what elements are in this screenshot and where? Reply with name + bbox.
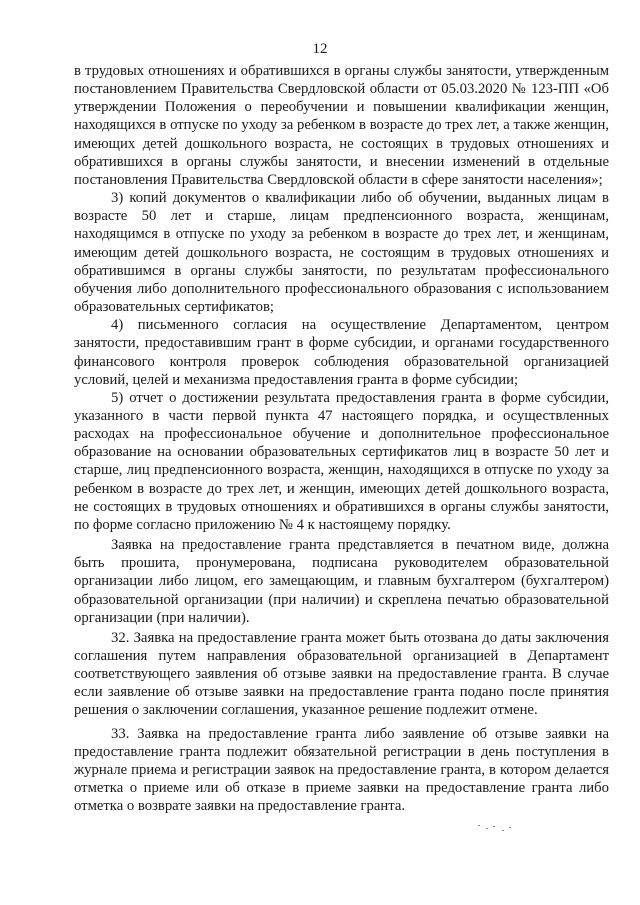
paragraph-item-5: 5) отчет о достижении результата предоставления гранта в форме субсидии, указанного в части первой пункта 47 настоящего порядка, и осуществленных расходах на профессиональное обучение и дополнительное профессиональное образование на основании образовательных сертификатов лиц в возрасте 50 лет и старше, лиц предпенсионного возраста, женщин, находящихся в отпуске по уходу за ребенком в возрасте до трех лет, и женщин, имеющих детей дошкольного возраста, не состоящих в трудовых отношениях и обратившихся в органы службы занятости, по форме согласно приложению № 4 к настоящему порядку. xyxy=(74,389,609,533)
paragraph-application-format: Заявка на предоставление гранта представляется в печатном виде, должна быть прошита, пронумерована, подписана руководителем образовательной организации либо лицом, его замещающим, и главным бухгалтером (бухгалтером) образовательной организации (при наличии) и скреплена печатью образовательной организации (при наличии). xyxy=(74,537,609,626)
page-number: 12 xyxy=(312,41,328,57)
paragraph-clause-32: 32. Заявка на предоставление гранта может быть отозвана до даты заключения соглашения путем направления образовательной организацией в Департамент соответствующего заявления об отзыве заявки на предоставление гранта. В случае если заявление об отзыве заявки на предоставление гранта подано после принятия решения о заключении соглашения, указанное решение подлежит отмене. xyxy=(74,629,609,719)
paragraph-continuation: в трудовых отношениях и обратившихся в органы службы занятости, утвержденным постановлением Правительства Свердловской области от 05.03.2020 № 123-ПП «Об утверждении Положения о переобучении и повышении квалификации женщин, находящихся в отпуске по уходу за ребенком в возрасте до трех лет, а также женщин, имеющих детей дошкольного возраста, не состоящих в трудовых отношениях и обратившихся в органы службы занятости, и внесении изменений в отдельные постановления Правительства Свердловской области в сфере занятости населения»; xyxy=(74,63,609,188)
document-body xyxy=(74,62,609,815)
paragraph-item-3: 3) копий документов о квалификации либо об обучении, выданных лицам в возрасте 50 лет и старше, лицам предпенсионного возраста, женщинам, находящимся в отпуске по уходу за ребенком в возрасте до трех лет, и женщинам, имеющим детей дошкольного возраста, не состоящим в трудовых отношениях и обратившимся в органы службы занятости, по результатам профессионального обучения либо дополнительного профессионального образования с использованием образовательных сертификатов; xyxy=(74,190,609,316)
paragraph-clause-33: 33. Заявка на предоставление гранта либо заявление об отзыве заявки на предоставление гранта подлежит обязательной регистрации в день поступления в журнале приема и регистрации заявок на предоставление гранта, в котором делается отметка о приеме или об отказе в приеме заявки на предоставление гранта либо отметка о возврате заявки на предоставление гранта. xyxy=(74,725,609,815)
paragraph-item-4: 4) письменного согласия на осуществление Департаментом, центром занятости, предоставившим грант в форме субсидии, и органами государственного финансового контроля проверок соблюдения образовательной организацией условий, целей и механизма предоставления гранта в форме субсидии; xyxy=(74,317,609,388)
scan-noise xyxy=(476,824,516,834)
